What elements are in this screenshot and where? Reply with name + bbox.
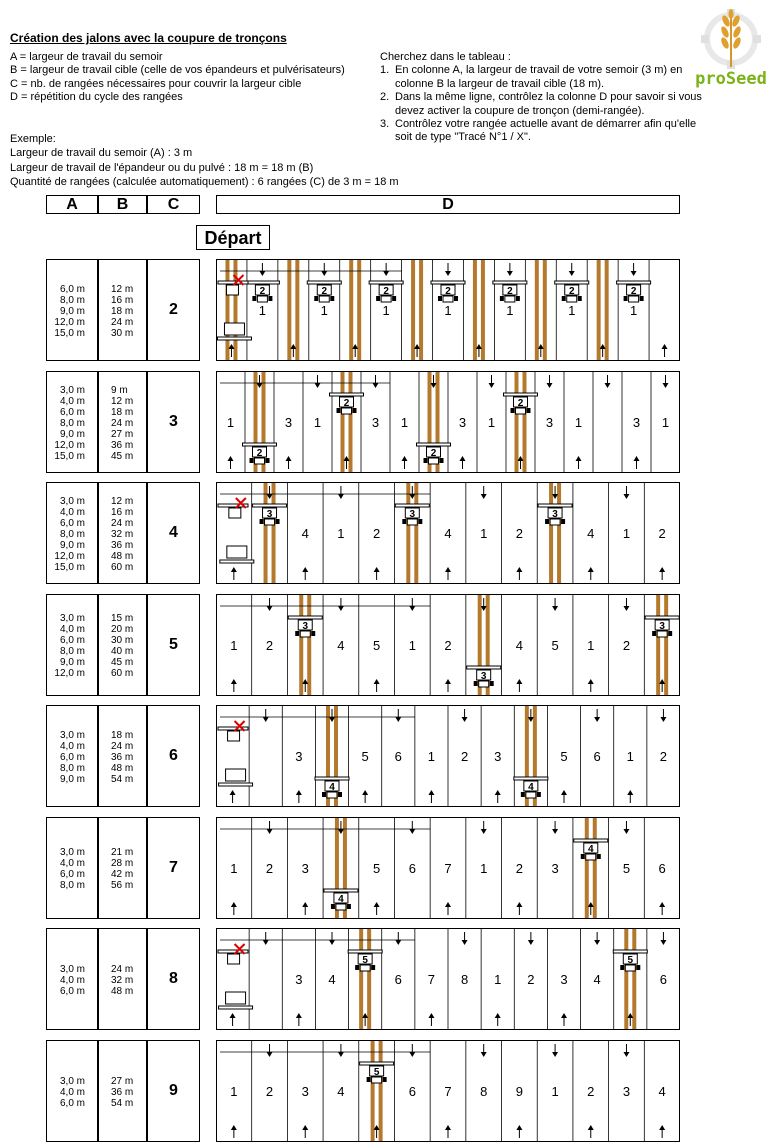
lane-number: 1 <box>408 638 416 653</box>
step-number: 3. <box>380 118 390 131</box>
lane-number: 2 <box>265 861 274 876</box>
seeder-width-value: 12,0 m <box>54 668 85 679</box>
seeder-width-value: 9,0 m <box>59 657 85 668</box>
lane-number: 2 <box>515 861 524 876</box>
lane-number: 6 <box>659 972 668 987</box>
lane-number: 3 <box>301 861 309 876</box>
target-width-value: 16 m <box>111 507 134 518</box>
value-list <box>47 730 97 785</box>
proseed-logo <box>685 5 777 95</box>
tractor-label: 2 <box>430 448 437 459</box>
lane-number: 4 <box>444 526 452 541</box>
lane-number: 4 <box>593 972 601 987</box>
seeder-width-value: 4,0 m <box>59 624 85 635</box>
lane-number: 7 <box>444 861 452 876</box>
cycle-diagram <box>216 371 680 473</box>
lane-number: 1 <box>568 303 576 318</box>
value-list <box>99 847 146 891</box>
cycle-diagram <box>216 928 680 1030</box>
lane-number: 1 <box>506 303 514 318</box>
lane-number: 1 <box>427 749 436 764</box>
seeder-width-value: 4,0 m <box>59 741 85 752</box>
value-list <box>99 730 146 785</box>
seeder-width-value: 6,0 m <box>59 752 85 763</box>
seeder-width-value: 3,0 m <box>59 496 85 507</box>
lane-number: 2 <box>527 972 535 987</box>
lane-number: 1 <box>258 303 267 318</box>
definitions-list <box>10 51 345 105</box>
tractor-label: 2 <box>445 286 451 297</box>
tractor-label: 4 <box>587 844 594 855</box>
seeder-width-value: 8,0 m <box>59 763 85 774</box>
lane-number: 2 <box>265 638 274 653</box>
lane-number: 2 <box>460 749 469 764</box>
lane-number: 1 <box>629 303 638 318</box>
lane-number: 1 <box>487 415 496 430</box>
cycle-diagram <box>216 482 680 584</box>
lane-number: 1 <box>337 526 345 541</box>
tractor-label: 3 <box>552 509 558 520</box>
tractor-label: 2 <box>383 286 389 297</box>
lane-number: 3 <box>494 749 502 764</box>
cell-seeder-width <box>46 482 98 584</box>
target-width-value: 36 m <box>111 440 134 451</box>
lane-number: 3 <box>301 1084 309 1099</box>
lane-number: 8 <box>480 1084 488 1099</box>
lane-number: 1 <box>661 415 670 430</box>
lane-number: 6 <box>408 1084 416 1099</box>
target-width-value: 12 m <box>111 396 134 407</box>
seeder-width-value: 8,0 m <box>59 880 85 891</box>
target-width-value: 18 m <box>111 730 134 741</box>
depart-label: Départ <box>196 225 270 250</box>
lane-number: 3 <box>284 415 293 430</box>
target-width-value: 16 m <box>111 295 134 306</box>
lane-number: 6 <box>593 749 601 764</box>
cell-target-width <box>98 817 147 919</box>
lane-number: 1 <box>382 303 390 318</box>
target-width-value: 48 m <box>111 551 134 562</box>
target-width-value: 32 m <box>111 529 134 540</box>
row-count-value: 5 <box>169 636 178 653</box>
target-width-value: 12 m <box>111 284 134 295</box>
lane-number: 1 <box>551 1084 559 1099</box>
seeder-width-value: 9,0 m <box>59 774 85 785</box>
cell-target-width <box>98 594 147 696</box>
lane-number: 5 <box>372 638 381 653</box>
target-width-value: 32 m <box>111 975 134 986</box>
instructions-intro: Cherchez dans le tableau : <box>380 51 511 63</box>
tractor-label: 2 <box>343 398 350 409</box>
step-text: Contrôlez votre rangée actuelle avant de démarrer afin qu'elle soit de type "Tracé N°1 / X". <box>395 118 697 144</box>
cell-target-width <box>98 1040 147 1142</box>
target-width-value: 28 m <box>111 858 134 869</box>
target-width-value: 60 m <box>111 562 134 573</box>
seeder-width-value: 3,0 m <box>59 847 85 858</box>
instruction-step-1 <box>380 64 710 91</box>
seeder-width-value: 8,0 m <box>59 295 85 306</box>
instructions <box>380 51 710 145</box>
cell-target-width <box>98 705 147 807</box>
seeder-width-value: 6,0 m <box>59 1098 85 1109</box>
lane-number: 1 <box>400 415 409 430</box>
row-count-value: 3 <box>169 413 178 430</box>
tractor-label: 5 <box>362 955 368 966</box>
lane-number: 1 <box>587 638 595 653</box>
column-header-d: D <box>216 195 680 214</box>
target-width-value: 24 m <box>111 418 134 429</box>
lane-number: 4 <box>658 1084 666 1099</box>
lane-number: 2 <box>372 526 381 541</box>
target-width-value: 30 m <box>111 328 134 339</box>
seeder-width-value: 9,0 m <box>59 429 85 440</box>
tractor-label: 2 <box>630 286 637 297</box>
lane-number: 8 <box>460 972 469 987</box>
target-width-value: 54 m <box>111 1098 134 1109</box>
target-width-value: 21 m <box>111 847 134 858</box>
example-heading: Exemple: <box>10 133 56 145</box>
target-width-value: 18 m <box>111 407 134 418</box>
lane-number: 5 <box>622 861 631 876</box>
definition-c: C = nb. de rangées nécessaires pour couvrir la largeur cible <box>10 77 302 90</box>
column-header-b: B <box>98 195 147 214</box>
target-width-value: 9 m <box>111 385 128 396</box>
target-width-value: 40 m <box>111 646 134 657</box>
row-count-value: 8 <box>169 970 178 987</box>
cell-target-width <box>98 482 147 584</box>
cell-seeder-width <box>46 705 98 807</box>
instruction-step-2 <box>380 91 710 118</box>
tractor-label: 3 <box>480 671 487 682</box>
lane-number: 1 <box>444 303 452 318</box>
instruction-step-3 <box>380 118 710 145</box>
lane-number: 4 <box>328 972 336 987</box>
lane-number: 2 <box>444 638 452 653</box>
seeder-width-value: 6,0 m <box>59 635 85 646</box>
seeder-width-value: 4,0 m <box>59 507 85 518</box>
seeder-width-value: 4,0 m <box>59 858 85 869</box>
seeder-width-value: 6,0 m <box>59 869 85 880</box>
value-list <box>47 1076 97 1109</box>
target-width-value: 12 m <box>111 496 134 507</box>
cycle-diagram <box>216 594 680 696</box>
lane-number: 1 <box>313 415 322 430</box>
seeder-width-value: 4,0 m <box>59 1087 85 1098</box>
cell-seeder-width <box>46 928 98 1030</box>
example-line: Largeur de travail de l'épandeur ou du pulvé : 18 m = 18 m (B) <box>10 161 314 174</box>
lane-number: 2 <box>658 526 666 541</box>
lane-number: 5 <box>361 749 369 764</box>
cell-seeder-width <box>46 817 98 919</box>
lane-number: 1 <box>226 415 235 430</box>
lane-number: 4 <box>301 526 309 541</box>
lane-number: 2 <box>587 1084 595 1099</box>
lane-number: 1 <box>480 526 488 541</box>
target-width-value: 45 m <box>111 451 134 462</box>
cell-row-count <box>147 1040 200 1142</box>
tractor-label: 3 <box>409 509 416 520</box>
cell-row-count <box>147 259 200 361</box>
lane-number: 1 <box>320 303 328 318</box>
tractor-label: 4 <box>329 782 335 793</box>
lane-number: 1 <box>494 972 502 987</box>
cell-target-width <box>98 371 147 473</box>
lane-number: 1 <box>230 1084 238 1099</box>
lane-number: 7 <box>427 972 436 987</box>
lane-number: 3 <box>622 1084 631 1099</box>
target-width-value: 36 m <box>111 540 134 551</box>
cell-target-width <box>98 928 147 1030</box>
seeder-width-value: 12,0 m <box>54 440 85 451</box>
value-list <box>47 385 97 462</box>
logo-text: proSeed <box>695 69 767 89</box>
cycle-diagram <box>216 705 680 807</box>
seeder-width-value: 15,0 m <box>54 451 85 462</box>
lane-number: 2 <box>659 749 668 764</box>
lane-number: 3 <box>551 861 559 876</box>
cell-row-count <box>147 928 200 1030</box>
target-width-value: 60 m <box>111 668 134 679</box>
tractor-label: 3 <box>659 621 665 632</box>
target-width-value: 27 m <box>111 1076 134 1087</box>
tractor-label: 2 <box>259 286 266 297</box>
target-width-value: 24 m <box>111 518 134 529</box>
row-count-value: 2 <box>169 301 178 318</box>
cell-target-width <box>98 259 147 361</box>
value-list <box>99 385 146 462</box>
row-count-value: 9 <box>169 1082 178 1099</box>
lane-number: 5 <box>372 861 381 876</box>
lane-number: 9 <box>515 1084 524 1099</box>
value-list <box>99 613 146 679</box>
lane-number: 3 <box>458 415 467 430</box>
value-list <box>47 964 97 997</box>
tractor-label: 5 <box>627 955 634 966</box>
lane-number: 1 <box>230 861 238 876</box>
value-list <box>99 1076 146 1109</box>
lane-number: 3 <box>295 972 303 987</box>
seeder-width-value: 12,0 m <box>54 317 85 328</box>
lane-number: 3 <box>632 415 641 430</box>
seeder-width-value: 15,0 m <box>54 328 85 339</box>
value-list <box>47 496 97 573</box>
seeder-width-value: 8,0 m <box>59 529 85 540</box>
tractor-label: 3 <box>266 509 273 520</box>
row-count-value: 7 <box>169 859 178 876</box>
page-title: Création des jalons avec la coupure de tronçons <box>10 31 287 45</box>
lane-number: 1 <box>230 638 238 653</box>
seeder-width-value: 8,0 m <box>59 646 85 657</box>
lane-number: 1 <box>574 415 583 430</box>
cell-row-count <box>147 705 200 807</box>
cell-seeder-width <box>46 371 98 473</box>
lane-number: 5 <box>551 638 559 653</box>
value-list <box>99 284 146 339</box>
row-count-value: 6 <box>169 747 178 764</box>
target-width-value: 45 m <box>111 657 134 668</box>
target-width-value: 30 m <box>111 635 134 646</box>
seeder-width-value: 6,0 m <box>59 986 85 997</box>
seeder-width-value: 4,0 m <box>59 396 85 407</box>
lane-number: 1 <box>626 749 634 764</box>
cycle-diagram <box>216 259 680 361</box>
seeder-width-value: 12,0 m <box>54 551 85 562</box>
seeder-width-value: 4,0 m <box>59 975 85 986</box>
value-list <box>47 847 97 891</box>
target-width-value: 36 m <box>111 1087 134 1098</box>
lane-number: 6 <box>408 861 416 876</box>
row-count-value: 4 <box>169 524 178 541</box>
lane-number: 6 <box>394 749 402 764</box>
value-list <box>99 964 146 997</box>
target-width-value: 24 m <box>111 317 134 328</box>
step-number: 1. <box>380 64 390 77</box>
seeder-width-value: 3,0 m <box>59 1076 85 1087</box>
lane-number: 3 <box>295 749 303 764</box>
cycle-diagram <box>216 1040 680 1142</box>
target-width-value: 24 m <box>111 964 134 975</box>
seeder-width-value: 9,0 m <box>59 540 85 551</box>
seeder-width-value: 6,0 m <box>59 407 85 418</box>
cell-row-count <box>147 594 200 696</box>
target-width-value: 24 m <box>111 741 134 752</box>
tractor-label: 3 <box>302 621 309 632</box>
seeder-width-value: 15,0 m <box>54 562 85 573</box>
tractor-label: 4 <box>528 782 534 793</box>
target-width-value: 42 m <box>111 869 134 880</box>
target-width-value: 36 m <box>111 752 134 763</box>
lane-number: 2 <box>265 1084 274 1099</box>
target-width-value: 54 m <box>111 774 134 785</box>
seeder-width-value: 6,0 m <box>59 284 85 295</box>
cell-row-count <box>147 482 200 584</box>
cell-seeder-width <box>46 259 98 361</box>
example-line: Quantité de rangées (calculée automatiquement) : 6 rangées (C) de 3 m = 18 m <box>10 176 399 189</box>
cell-row-count <box>147 371 200 473</box>
cycle-diagram <box>216 817 680 919</box>
lane-number: 3 <box>560 972 568 987</box>
definition-a: A = largeur de travail du semoir <box>10 51 163 63</box>
lane-number: 1 <box>480 861 488 876</box>
column-header-a: A <box>46 195 98 214</box>
example-line: Largeur de travail du semoir (A) : 3 m <box>10 147 193 160</box>
lane-number: 5 <box>560 749 568 764</box>
tractor-label: 5 <box>373 1067 380 1078</box>
tractor-label: 2 <box>507 286 513 297</box>
definition-d: D = répétition du cycle des rangées <box>10 91 183 104</box>
lane-number: 4 <box>515 638 524 653</box>
tractor-label: 4 <box>338 894 344 905</box>
lane-number: 2 <box>515 526 524 541</box>
tractor-label: 2 <box>256 448 263 459</box>
lane-number: 6 <box>394 972 402 987</box>
seeder-width-value: 3,0 m <box>59 613 85 624</box>
lane-number: 6 <box>658 861 666 876</box>
target-width-value: 18 m <box>111 306 134 317</box>
cell-seeder-width <box>46 1040 98 1142</box>
target-width-value: 48 m <box>111 986 134 997</box>
seeder-width-value: 3,0 m <box>59 964 85 975</box>
target-width-value: 20 m <box>111 624 134 635</box>
step-text: Dans la même ligne, contrôlez la colonne D pour savoir si vous devez activer la coupure de tronçon (demi-rangée). <box>395 91 702 117</box>
wheat-gear-icon <box>685 5 777 69</box>
example-block <box>10 132 399 190</box>
definition-b: B = largeur de travail cible (celle de vos épandeurs et pulvérisateurs) <box>10 64 345 77</box>
lane-number: 3 <box>545 415 554 430</box>
lane-number: 2 <box>622 638 631 653</box>
seeder-width-value: 8,0 m <box>59 418 85 429</box>
lane-number: 7 <box>444 1084 452 1099</box>
target-width-value: 48 m <box>111 763 134 774</box>
tractor-label: 2 <box>568 286 575 297</box>
target-width-value: 27 m <box>111 429 134 440</box>
tractor-label: 2 <box>321 286 328 297</box>
value-list <box>47 613 97 679</box>
seeder-width-value: 6,0 m <box>59 518 85 529</box>
lane-number: 1 <box>622 526 631 541</box>
lane-number: 4 <box>587 526 595 541</box>
cell-seeder-width <box>46 594 98 696</box>
lane-number: 3 <box>371 415 380 430</box>
target-width-value: 56 m <box>111 880 134 891</box>
target-width-value: 15 m <box>111 613 134 624</box>
cell-row-count <box>147 817 200 919</box>
lane-number: 4 <box>337 1084 345 1099</box>
lane-number: 4 <box>337 638 345 653</box>
value-list <box>47 284 97 339</box>
seeder-width-value: 3,0 m <box>59 385 85 396</box>
step-text: En colonne A, la largeur de travail de votre semoir (3 m) en colonne B la largeur de travail cible (18 m). <box>395 64 683 90</box>
tractor-label: 2 <box>517 398 524 409</box>
column-header-c: C <box>147 195 200 214</box>
step-number: 2. <box>380 91 390 104</box>
value-list <box>99 496 146 573</box>
seeder-width-value: 9,0 m <box>59 306 85 317</box>
seeder-width-value: 3,0 m <box>59 730 85 741</box>
